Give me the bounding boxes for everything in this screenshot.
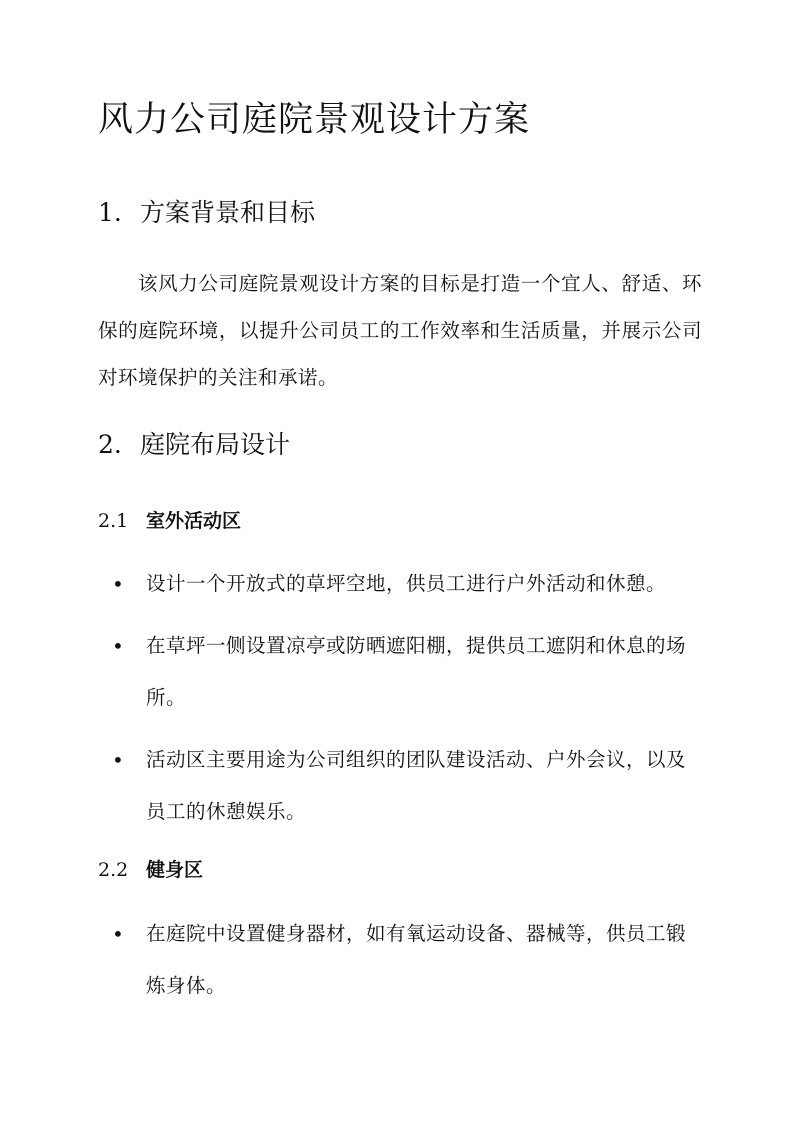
subsection-2-2-title: 健身区: [146, 859, 204, 881]
section-1-number: 1.: [98, 198, 122, 227]
bullet-icon: •: [112, 572, 124, 596]
subsection-2-2-number: 2.2: [98, 859, 129, 881]
list-item-text: 设计一个开放式的草坪空地，供员工进行户外活动和休憩。: [146, 572, 667, 595]
subsection-2-2-heading: [98, 856, 203, 884]
bullet-icon: •: [112, 748, 124, 772]
section-2-title: 庭院布局设计: [140, 430, 291, 459]
section-1-heading: [98, 196, 315, 230]
subsection-2-1-title: 室外活动区: [146, 510, 242, 532]
section-1-paragraph: 该风力公司庭院景观设计方案的目标是打造一个宜人、舒适、环保的庭院环境，以提升公司员工的工作效率和生活质量，并展示公司对环境保护的关注和承诺。: [98, 272, 702, 389]
section-2-number: 2.: [98, 430, 122, 459]
document-title: 风力公司庭院景观设计方案: [98, 100, 531, 140]
section-2-heading: [98, 428, 290, 462]
section-1-title: 方案背景和目标: [140, 198, 316, 227]
list-item-text: 在庭院中设置健身器材，如有氧运动设备、器械等，供员工锻炼身体。: [146, 922, 687, 997]
subsection-2-1-heading: [98, 507, 241, 535]
bullet-icon: •: [112, 922, 124, 946]
list-item-text: 在草坪一侧设置凉亭或防晒遮阳棚，提供员工遮阴和休息的场所。: [146, 634, 687, 709]
subsection-2-1-number: 2.1: [98, 510, 129, 532]
bullet-icon: •: [112, 634, 124, 658]
list-item-text: 活动区主要用途为公司组织的团队建设活动、户外会议，以及员工的休憩娱乐。: [146, 748, 687, 823]
